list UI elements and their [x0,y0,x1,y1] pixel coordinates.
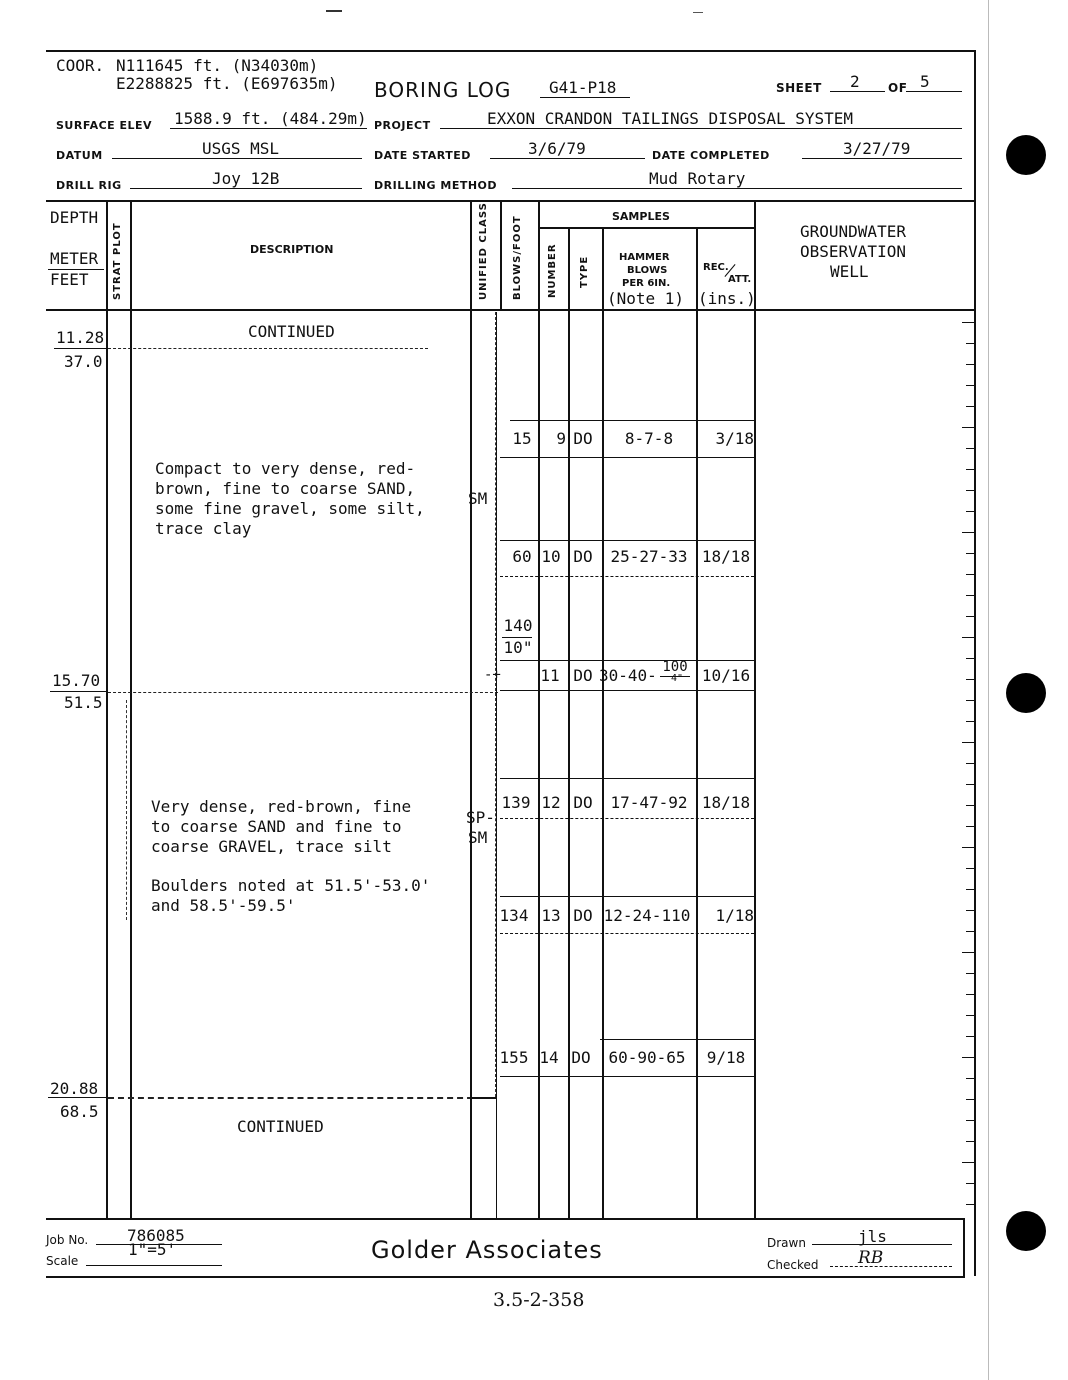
depth-meter: 15.70 [52,671,101,690]
scale-tick [966,889,974,890]
scale-tick [966,910,974,911]
col-depth: DEPTH [50,208,99,227]
scale-tick [966,784,974,785]
sample-line [500,896,754,897]
col-hammer-1: HAMMER [619,252,670,263]
date-completed-underline [802,158,962,159]
table-header-bottom [46,309,976,311]
scale-tick [962,637,974,638]
scale-underline [86,1265,222,1266]
col-unified-class: UNIFIED CLASS [478,202,489,300]
date-started-underline [490,158,645,159]
layer-note: Boulders noted at 51.5'-53.0' and 58.5'-59.5' [151,876,431,915]
sample-line [500,576,754,577]
date-started: 3/6/79 [528,139,586,158]
sample-number: 12 [541,793,561,812]
sample-hammer: 17-47-92 [610,793,688,812]
col-type: TYPE [579,255,590,288]
scan-mark [693,12,703,13]
scale-tick [966,931,974,932]
scale-tick [966,343,974,344]
scale-tick [966,1204,974,1205]
depth-meter: 20.88 [50,1079,99,1098]
scale-tick [966,616,974,617]
date-completed-label: DATE COMPLETED [652,149,770,162]
sample-line [500,1076,754,1077]
sample-type: DO [573,429,593,448]
class-box-bottom [470,1097,496,1099]
depth-feet: 51.5 [64,693,103,712]
scale-tick [966,1078,974,1079]
sample-line [510,420,754,421]
col-rec: REC. [703,262,729,273]
page-edge [988,0,989,1380]
col-line-strat [130,200,132,1218]
scale-tick [966,721,974,722]
of-label: OF [888,81,908,95]
project-label: PROJECT [374,119,431,132]
datum-underline [112,158,362,159]
scale-tick [962,742,974,743]
col-hammer-3: PER 6IN. [622,278,671,289]
sample-rec: 18/18 [701,547,751,566]
job-number: 786085 [127,1226,185,1245]
coor-label: COOR. [56,56,105,75]
drawn-initials: jls [858,1227,887,1246]
col-blows-foot: BLOWS/FOOT [512,215,523,300]
strat-boundary [108,692,498,693]
sample-line [500,690,754,691]
page-reference: 3.5-2-358 [493,1289,585,1311]
sample-number: 11 [540,666,560,685]
sample-number: 14 [539,1048,559,1067]
scale-tick [966,469,974,470]
sample-hammer-frac: 100 [662,659,688,675]
scale-tick [962,322,974,323]
sample-blows: 60 [512,547,532,566]
col-description: DESCRIPTION [250,243,334,256]
sample-hammer-frac: 4" [670,673,684,684]
sample-rec: 9/18 [706,1048,746,1067]
sample-line [500,818,754,819]
coor-north: N111645 ft. (N34030m) [116,56,319,75]
continued-top: CONTINUED [248,322,335,341]
scale-tick [966,553,974,554]
scale-tick [966,364,974,365]
col-line-hammer [696,228,698,1218]
sheet-underline [830,91,885,92]
layer-class: SP- [466,808,495,827]
checked-label: Checked [767,1258,819,1272]
sample-line [500,660,754,661]
layer-description: Very dense, red-brown, fine to coarse SAND and fine to coarse GRAVEL, trace silt [151,797,412,856]
scale-tick [966,679,974,680]
drill-rig: Joy 12B [212,169,280,188]
sample-rec: 10/16 [701,666,751,685]
layer-class: SM [468,489,488,508]
sample-line [500,540,754,541]
layer-class: SM [468,828,488,847]
scale-tick [966,658,974,659]
scale-tick [962,952,974,953]
col-number: NUMBER [547,243,558,298]
scale-tick [966,826,974,827]
sample-hammer: 8-7-8 [624,429,674,448]
col-line-rec [754,200,756,1218]
scale-tick [966,574,974,575]
drilling-method-label: DRILLING METHOD [374,179,498,192]
col-line-class [500,200,502,310]
scale-tick [966,1141,974,1142]
footer-bottom [46,1276,964,1278]
scale-tick [962,532,974,533]
scale-tick [962,847,974,848]
table-header-top [46,200,976,202]
checked-underline [830,1266,952,1267]
sample-type: DO [573,666,593,685]
col-line-number [568,228,570,1218]
sample-hammer: 60-90-65 [608,1048,686,1067]
depth-feet: 37.0 [64,352,103,371]
drill-rig-label: DRILL RIG [56,179,122,192]
scan-mark [326,10,342,12]
depth-meter: 11.28 [56,328,105,347]
job-label: Job No. [46,1233,89,1247]
layer-description: Compact to very dense, red- brown, fine to coarse SAND, some fine gravel, some silt, trace clay [155,459,425,538]
strat-boundary [108,1097,493,1099]
log-id: G41-P18 [549,78,617,97]
scale-tick [962,1162,974,1163]
project: EXXON CRANDON TAILINGS DISPOSAL SYSTEM [487,109,854,128]
sample-number: 13 [541,906,561,925]
scale-tick [966,511,974,512]
punch-hole [1006,135,1046,175]
surface-elev-label: SURFACE ELEV [56,119,153,132]
sheet-number: 2 [850,72,860,91]
sample-blows: 10" [503,638,533,657]
col-line-depth [106,200,108,1218]
sample-blows: 140 [503,616,533,635]
col-ins: (ins.) [698,289,756,308]
sample-type: DO [573,906,593,925]
date-completed: 3/27/79 [843,139,911,158]
scale-tick [966,1015,974,1016]
sample-line [500,933,754,934]
scale-label: Scale [46,1254,79,1268]
strat-boundary [108,348,428,349]
col-hammer-note: (Note 1) [607,289,685,308]
continued-bottom: CONTINUED [237,1117,324,1136]
sample-number: 10 [541,547,561,566]
scale-tick [966,595,974,596]
scale-tick [962,1057,974,1058]
depth-divider [48,1097,106,1098]
scale-tick [966,994,974,995]
col-hammer-2: BLOWS [627,265,668,276]
boring-log-title: BORING LOG [374,78,512,102]
scale-tick [966,1183,974,1184]
punch-hole [1006,1211,1046,1251]
scale-tick [966,1036,974,1037]
class-column-line [496,312,497,1218]
sample-rec: 1/18 [715,906,754,925]
scale-tick [966,1099,974,1100]
col-groundwater-1: GROUNDWATER [800,222,906,241]
coor-east: E2288825 ft. (E697635m) [116,74,338,93]
datum-label: DATUM [56,149,103,162]
drill-rig-underline [130,188,362,189]
scale-tick [966,805,974,806]
scale-tick [962,427,974,428]
sample-line [500,778,754,779]
sample-rec: 18/18 [701,793,751,812]
sample-blows: 139 [501,793,531,812]
date-started-label: DATE STARTED [374,149,471,162]
log-id-underline [540,97,630,98]
depth-feet: 68.5 [60,1102,99,1121]
scale-tick [966,406,974,407]
table-bottom [46,1218,964,1220]
sample-number: 9 [556,429,566,448]
drawn-label: Drawn [767,1236,806,1250]
col-groundwater-3: WELL [830,262,869,281]
col-line-type [602,228,604,1218]
form-right-border [974,50,976,1276]
sample-line [600,1039,754,1040]
sheet-total-underline [906,91,962,92]
sample-hammer: 12-24-110 [603,906,691,925]
footer-right-border [963,1218,965,1278]
scale-tick [966,763,974,764]
scale-tick [966,1120,974,1121]
sample-hammer: 30-40- [599,666,657,685]
scale-value: 1"=5' [128,1240,177,1259]
samples-header-line [538,227,755,229]
sheet-total: 5 [920,72,930,91]
col-meter: METER [50,249,99,268]
scale-tick [966,385,974,386]
sample-type: DO [571,1048,591,1067]
col-groundwater-2: OBSERVATION [800,242,906,261]
depth-divider [54,348,106,349]
scale-tick [966,868,974,869]
drilling-method-underline [512,188,962,189]
datum: USGS MSL [202,139,280,158]
sample-blows: 15 [512,429,532,448]
scale-tick [966,700,974,701]
scale-tick [966,448,974,449]
sample-blows: 134 [499,906,529,925]
col-samples: SAMPLES [612,210,670,223]
col-feet: FEET [50,270,89,289]
scale-tick [966,973,974,974]
col-line-desc [470,200,472,1218]
surface-elev-underline [170,128,367,129]
company-name: Golder Associates [371,1236,603,1264]
sample-type: DO [573,793,593,812]
project-underline [440,128,962,129]
scale-tick [966,490,974,491]
depth-divider [50,691,106,692]
col-att: ATT. [728,274,752,285]
sample-line [500,457,754,458]
strat-plot-line [126,700,127,920]
drawn-underline [812,1244,952,1245]
sheet-label: SHEET [776,81,822,95]
col-strat-plot: STRAT PLOT [112,222,123,300]
form-top-border [46,50,976,52]
sample-blows: 155 [499,1048,529,1067]
checked-initials: RB [858,1248,884,1268]
sample-rec: 3/18 [715,429,754,448]
arrow-marker: -+ [484,667,501,683]
drilling-method: Mud Rotary [649,169,746,188]
surface-elev: 1588.9 ft. (484.29m) [174,109,367,128]
punch-hole [1006,673,1046,713]
sample-type: DO [573,547,593,566]
sample-hammer: 25-27-33 [610,547,688,566]
